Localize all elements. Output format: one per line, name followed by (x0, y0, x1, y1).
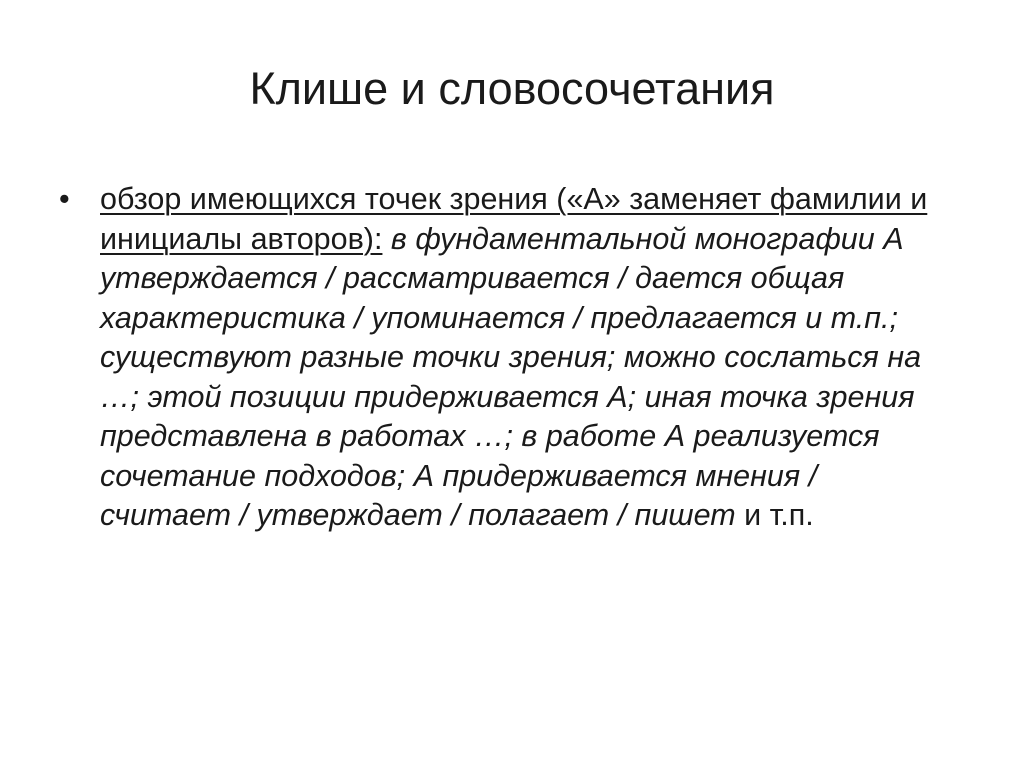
bullet-icon: • (59, 182, 70, 216)
bullet-list (55, 180, 955, 536)
bullet-examples: в фундаментальной монографии А утверждается / рассматривается / дается общая характеристика / упоминается / предлагается и т.п.; существуют разные точки зрения; можно сослаться на …; этой позиции придерживается А; иная точка зрения представлена в работах …; в работе А реализуется сочетание подходов; А придерживается мнения / считает / утверждает / полагает / пишет (100, 221, 922, 532)
bullet-lead-in: обзор имеющихся точек зрения («А» заменяет фамилии и инициалы авторов): (100, 182, 928, 256)
slide-title: Клише и словосочетания (249, 63, 775, 114)
bullet-item (55, 180, 955, 536)
bullet-tail: и т.п. (744, 498, 814, 532)
